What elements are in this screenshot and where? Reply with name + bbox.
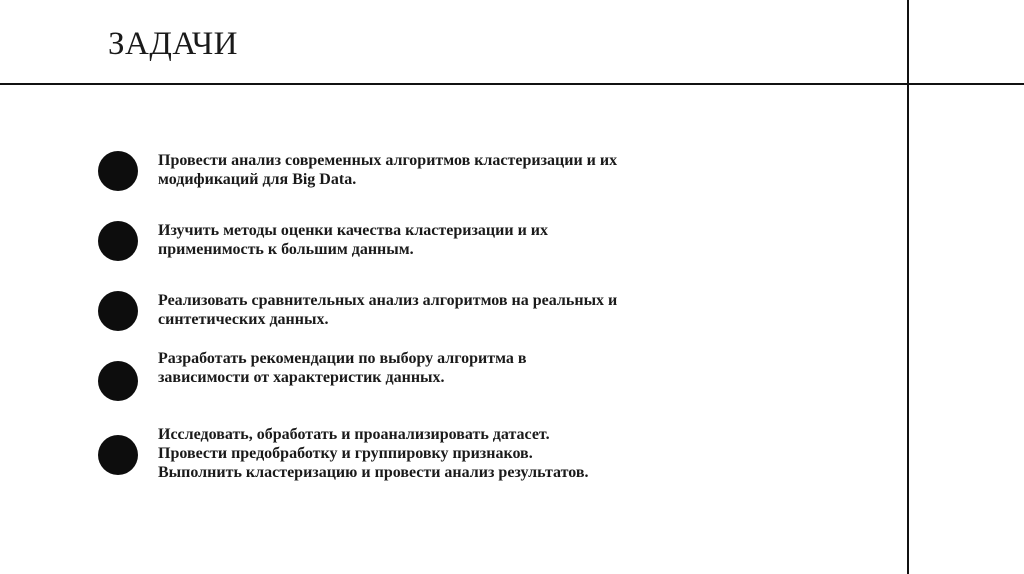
task-line: Реализовать сравнительных анализ алгоритмов на реальных и	[158, 292, 618, 309]
task-line: Изучить методы оценки качества кластеризации и их	[158, 222, 549, 239]
task-line: Выполнить кластеризацию и провести анализ результатов.	[158, 464, 589, 481]
bullet-circle-icon	[98, 435, 138, 475]
task-text-1	[158, 151, 738, 189]
bullet-circle-icon	[98, 361, 138, 401]
task-text-5	[158, 425, 738, 482]
task-text-4	[158, 349, 738, 387]
task-line: модификаций для Big Data.	[158, 171, 357, 188]
task-line: Провести предобработку и группировку признаков.	[158, 445, 533, 462]
bullet-circle-icon	[98, 151, 138, 191]
bullet-circle-icon	[98, 221, 138, 261]
bullet-circle-icon	[98, 291, 138, 331]
title-divider	[0, 83, 1024, 85]
task-line: Исследовать, обработать и проанализировать датасет.	[158, 426, 550, 443]
task-line: синтетических данных.	[158, 311, 329, 328]
vertical-divider	[907, 0, 909, 574]
task-line: зависимости от характеристик данных.	[158, 369, 445, 386]
task-text-2	[158, 221, 738, 259]
task-line: Провести анализ современных алгоритмов кластеризации и их	[158, 152, 618, 169]
slide-title: ЗАДАЧИ	[108, 26, 238, 62]
task-line: применимость к большим данным.	[158, 241, 414, 258]
task-text-3	[158, 291, 738, 329]
task-line: Разработать рекомендации по выбору алгоритма в	[158, 350, 527, 367]
